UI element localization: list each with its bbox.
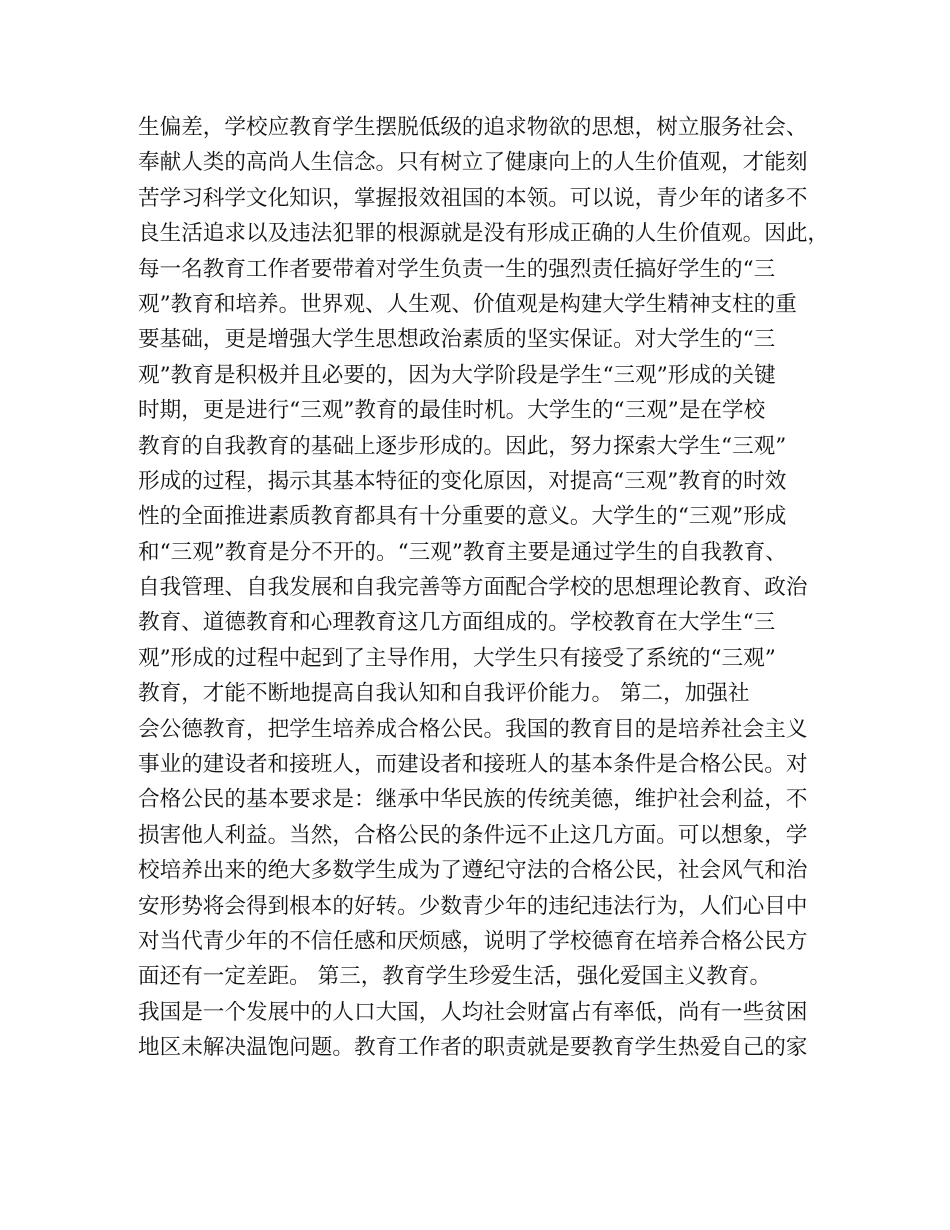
text-line: 时期，更是进行“三观”教育的最佳时机。大学生的“三观”是在学校 [138,398,766,424]
text-line: 校培养出来的绝大多数学生成为了遵纪守法的合格公民，社会风气和治 [138,858,808,884]
text-line: 每一名教育工作者要带着对学生负责一生的强烈责任搞好学生的“三 [138,256,776,282]
text-line: 对当代青少年的不信任感和厌烦感，说明了学校德育在培养合格公民方 [138,928,808,954]
text-line: 教育、道德教育和心理教育这几方面组成的。学校教育在大学生“三 [138,610,776,636]
text-line: 会公德教育，把学生培养成合格公民。我国的教育目的是培养社会主义 [138,716,808,742]
text-line: 苦学习科学文化知识，掌握报效祖国的本领。可以说，青少年的诸多不 [138,185,808,211]
text-line: 地区未解决温饱问题。教育工作者的职责就是要教育学生热爱自己的家 [138,1035,808,1061]
text-line: 事业的建设者和接班人，而建设者和接班人的基本条件是合格公民。对 [138,752,808,778]
text-line: 观”教育和培养。世界观、人生观、价值观是构建大学生精神支柱的重 [138,291,797,317]
text-line: 形成的过程，揭示其基本特征的变化原因，对提高“三观”教育的时效 [138,468,787,494]
text-line: 要基础，更是增强大学生思想政治素质的坚实保证。对大学生的“三 [138,327,776,353]
text-line: 生偏差，学校应教育学生摆脱低级的追求物欲的思想，树立服务社会、 [138,115,808,140]
text-line: 教育的自我教育的基础上逐步形成的。因此，努力探索大学生“三观” [138,433,787,459]
text-line: 良生活追求以及违法犯罪的根源就是没有形成正确的人生价值观。因此， [138,221,830,247]
text-line: 自我管理、自我发展和自我完善等方面配合学校的思想理论教育、政治 [138,575,808,601]
text-line: 我国是一个发展中的人口大国，人均社会财富占有率低，尚有一些贫困 [138,999,808,1025]
text-line: 观”形成的过程中起到了主导作用，大学生只有接受了系统的“三观” [138,645,776,671]
text-line: 性的全面推进素质教育都具有十分重要的意义。大学生的“三观”形成 [138,504,787,530]
text-line: 面还有一定差距。 第三，教育学生珍爱生活，强化爱国主义教育。 [138,964,772,990]
text-line: 奉献人类的高尚人生信念。只有树立了健康向上的人生价值观，才能刻 [138,150,808,176]
text-line: 和“三观”教育是分不开的。“三观”教育主要是通过学生的自我教育、 [138,539,787,565]
text-line: 教育，才能不断地提高自我认知和自我评价能力。 第二，加强社 [138,681,750,707]
body-text [138,110,838,1066]
text-line: 安形势将会得到根本的好转。少数青少年的违纪违法行为，人们心目中 [138,893,808,919]
text-line: 损害他人利益。当然，合格公民的条件远不止这几方面。可以想象，学 [138,822,808,848]
text-line: 合格公民的基本要求是：继承中华民族的传统美德，维护社会利益，不 [138,787,808,813]
text-line: 观”教育是积极并且必要的，因为大学阶段是学生“三观”形成的关键 [138,362,776,388]
